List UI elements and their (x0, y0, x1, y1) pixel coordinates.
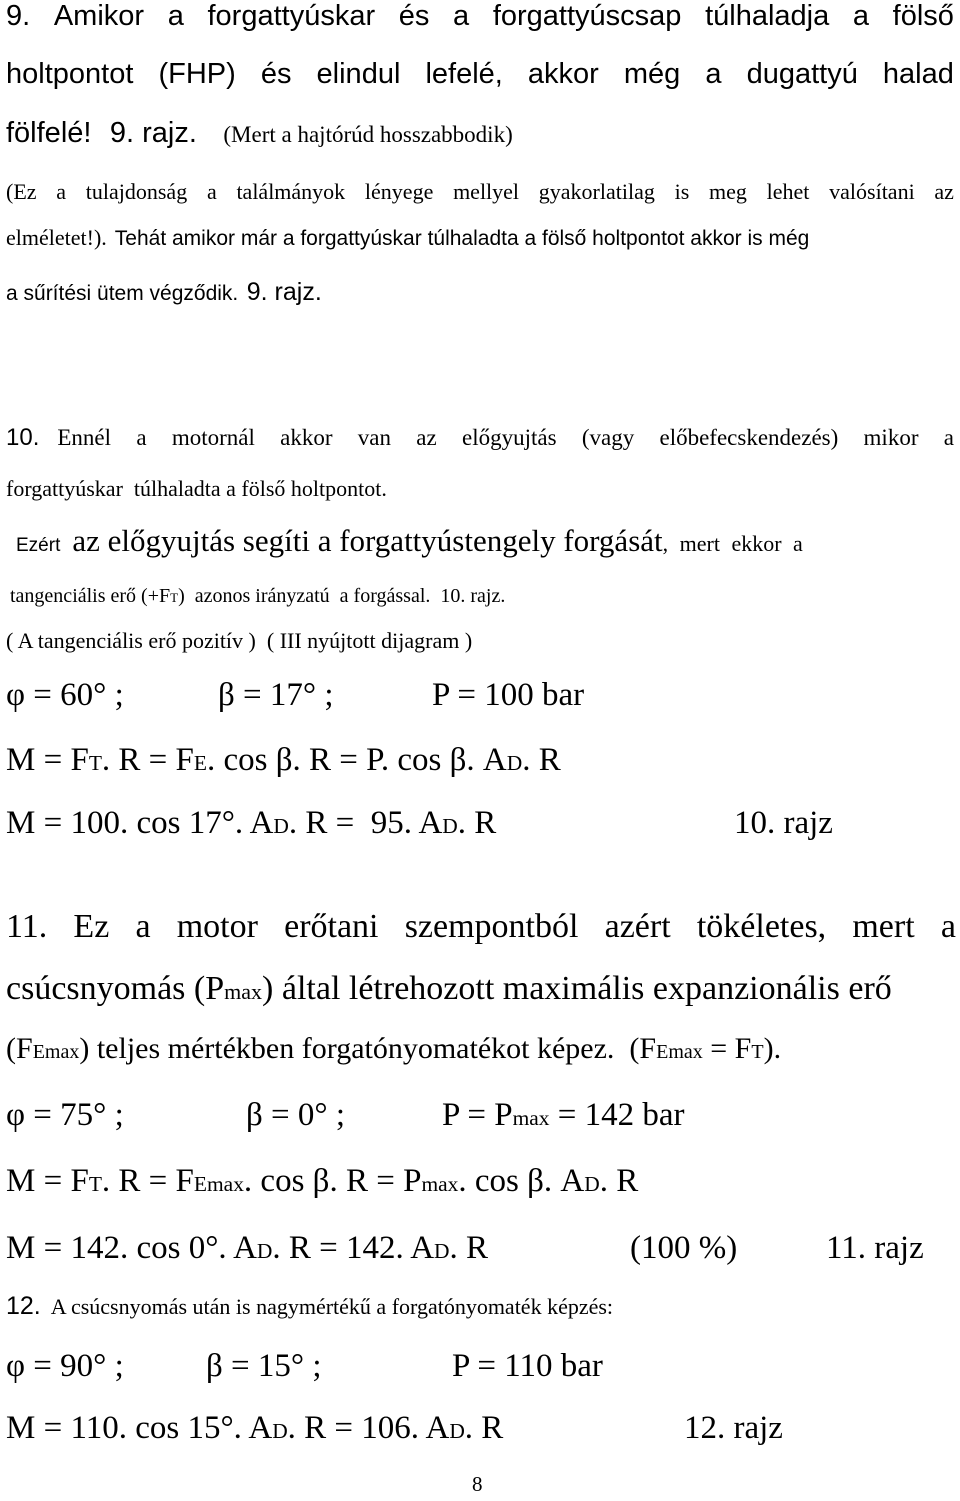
word: még (623, 58, 681, 90)
eq12-row-1-beta: β = 15° ; (206, 1348, 322, 1384)
word: (vagy (581, 425, 635, 450)
word: találmányok (236, 179, 346, 204)
eq10-figure-ref: 10. rajz (734, 805, 833, 841)
eq10-row-2: M = FT. R = FE. cos β. R = P. cos β. AD. R (6, 742, 561, 778)
section-9-line-6: a sűrítési ütem végződik. 9. rajz. (6, 278, 322, 306)
word: mert (852, 908, 915, 945)
word: a (453, 0, 470, 32)
section-10-line-1: 10. Ennél a motornál akkor van az előgyujtás (vagy előbefecskendezés) mikor a (6, 424, 954, 451)
eq11-row-2: M = FT. R = FEmax. cos β. R = Pmax. cos β. AD. R (6, 1163, 639, 1199)
eq11-row-3: M = 142. cos 0°. AD. R = 142. AD. R (6, 1230, 489, 1266)
section-9-line-1 (6, 2, 954, 31)
word: elindul (316, 58, 401, 90)
eq11-percent: (100 %) (630, 1230, 738, 1266)
word: halad (882, 58, 954, 90)
eq12-row-1-pressure: P = 110 bar (452, 1348, 603, 1384)
eq12-figure-ref: 12. rajz (684, 1410, 783, 1446)
word: tulajdonság (85, 179, 188, 204)
word: 11. (6, 908, 48, 945)
word: és (260, 58, 292, 90)
word: a (136, 425, 147, 450)
word: motornál (171, 425, 255, 450)
word: erőtani (284, 908, 379, 945)
word: az (934, 179, 954, 204)
word: túlhaladja (705, 0, 830, 32)
word: is (674, 179, 690, 204)
eq10-row-1-pressure: P = 100 bar (432, 677, 585, 713)
word: Ez (73, 908, 110, 945)
word: lefelé, (425, 58, 503, 90)
word: akkor (527, 58, 599, 90)
word: mikor (863, 425, 919, 450)
word: mellyel (453, 179, 520, 204)
section-9-line-2 (6, 60, 954, 89)
word: dugattyú (746, 58, 858, 90)
section-9-line-3: fölfelé! 9. rajz. (Mert a hajtórúd hosszabbodik) (6, 117, 513, 149)
word: akkor (280, 425, 333, 450)
word: a (852, 0, 870, 32)
word: a (135, 908, 151, 945)
word: fölső (892, 0, 954, 32)
eq10-row-3: M = 100. cos 17°. AD. R = 95. AD. R (6, 805, 497, 841)
word: forgattyúscsap (492, 0, 682, 32)
section-9-line-4 (6, 181, 954, 203)
word: a (943, 425, 954, 450)
word: Amikor (53, 0, 145, 32)
word: a (206, 179, 217, 204)
word: a (167, 0, 184, 32)
section-9-line-5: elméletet!). Tehát amikor már a forgattyúskar túlhaladta a fölső holtpontot akkor is még (6, 225, 810, 250)
word: gyakorlatilag (538, 179, 655, 204)
eq11-row-1-phi: φ = 75° ; (6, 1097, 124, 1133)
word: azért (604, 908, 671, 945)
word: és (398, 0, 430, 32)
word: (FHP) (158, 58, 236, 90)
eq12-row-2: M = 110. cos 15°. AD. R = 106. AD. R (6, 1410, 504, 1446)
word: az (416, 425, 437, 450)
word: szempontból (404, 908, 579, 945)
word: forgattyúskar (207, 0, 376, 32)
section-10-line-3: Ezért az előgyujtás segíti a forgattyústengely forgását , mert ekkor a (16, 523, 803, 558)
word: valósítani (829, 179, 915, 204)
section-11-line-1 (6, 910, 956, 944)
section-12-heading: 12. A csúcsnyomás után is nagymértékű a forgatónyomaték képzés: (6, 1292, 614, 1320)
word: lehet (766, 179, 810, 204)
eq10-row-1-phi: φ = 60° ; (6, 677, 124, 713)
word: a (940, 908, 956, 945)
eq11-row-1-beta: β = 0° ; (246, 1097, 346, 1133)
word: (Ez (6, 179, 37, 204)
word: előbefecskendezés) (659, 425, 839, 450)
word: holtpontot (6, 58, 134, 90)
word: 9. (6, 0, 31, 32)
section-11-line-2: csúcsnyomás (Pmax) által létrehozott maximális expanzionális erő (6, 970, 892, 1007)
eq12-row-1-phi: φ = 90° ; (6, 1348, 124, 1384)
section-10-line-5: ( A tangenciális erő pozitív ) ( III nyújtott dijagram ) (6, 628, 473, 653)
word: Ennél (57, 425, 112, 450)
section-10-line-2: forgattyúskar túlhaladta a fölső holtpontot. (6, 476, 387, 501)
word: a (56, 179, 67, 204)
eq11-figure-ref: 11. rajz (826, 1230, 924, 1266)
word: a (705, 58, 722, 90)
section-11-line-3: (FEmax) teljes mértékben forgatónyomatékot képez. (FEmax = FT). (6, 1032, 782, 1065)
word: van (357, 425, 392, 450)
section-10-line-4: tangenciális erő (+FT) azonos irányzatú a forgással. 10. rajz. (10, 585, 506, 607)
eq10-row-1-beta: β = 17° ; (218, 677, 334, 713)
word: meg (709, 179, 747, 204)
word: lényege (364, 179, 434, 204)
word: motor (176, 908, 258, 945)
page-number: 8 (472, 1472, 483, 1496)
word: előgyujtás (462, 425, 557, 450)
word: tökéletes, (696, 908, 827, 945)
eq11-row-1-pressure: P = Pmax = 142 bar (442, 1097, 685, 1133)
